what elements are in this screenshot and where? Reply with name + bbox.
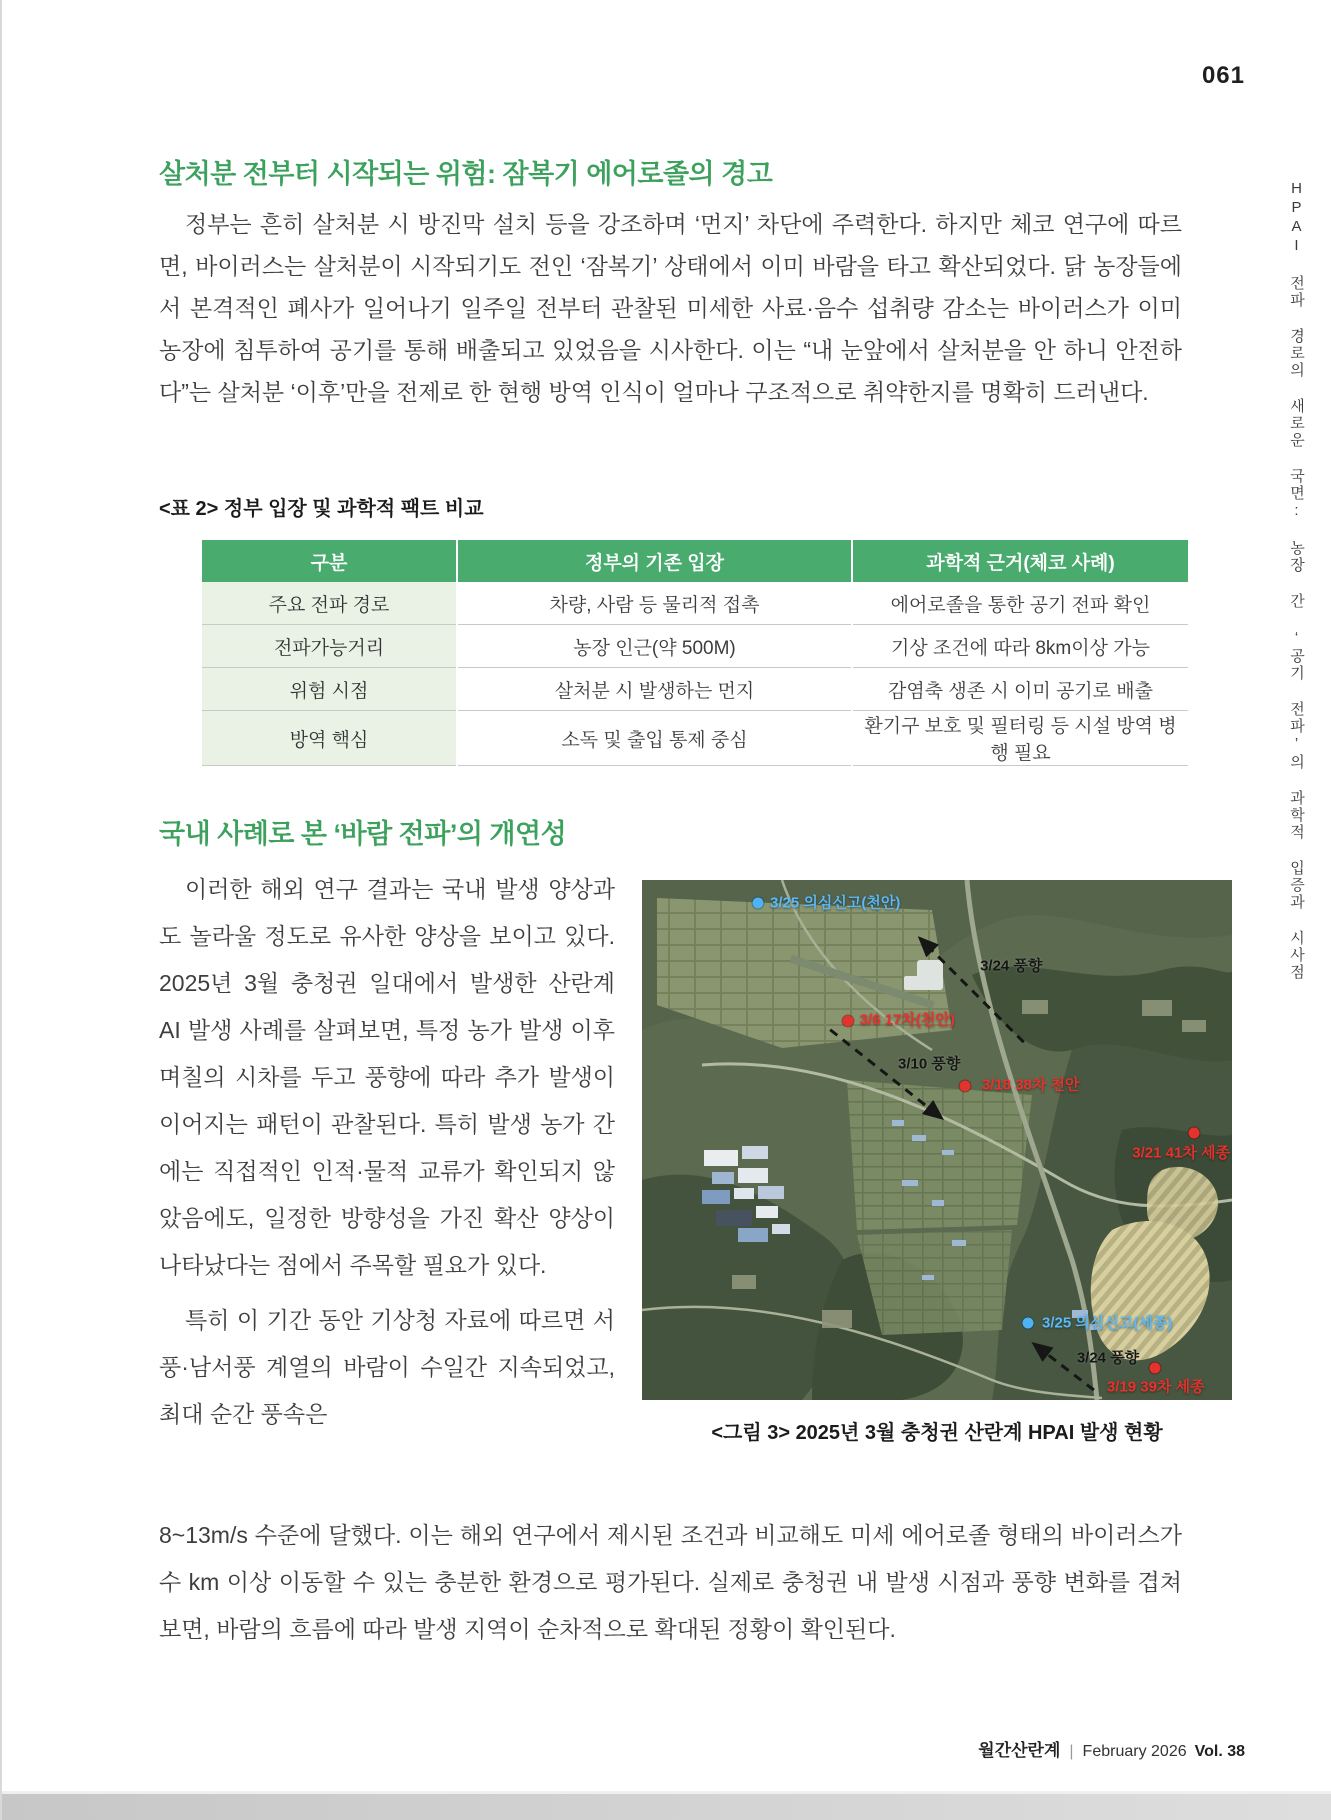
map-annotation-label: 3/21 41차 세종 bbox=[1132, 1144, 1230, 1162]
figure-caption: <그림 3> 2025년 3월 충청권 산란계 HPAI 발생 현황 bbox=[711, 1422, 1163, 1444]
table-cell: 위험 시점 bbox=[202, 668, 456, 711]
table-caption: <표 2> 정부 입장 및 과학적 팩트 비교 bbox=[159, 498, 484, 520]
section1-paragraph: 정부는 흔히 살처분 시 방진막 설치 등을 강조하며 ‘먼지’ 차단에 주력한다. 하지만 체코 연구에 따르면, 바이러스는 살처분이 시작되기도 전인 ‘잠복기’ 상태에서 이미 바람을 타고 확산되었다. 닭 농장들에서 본격적인 폐사가 일어나기 일주일 전부터 관찰된 미세한 사료·음수 섭취량 감소는 바이러스가 이미 농장에 침투하여 공기를 통해 배출되고 있었음을 시사한다. 이는 “내 눈앞에서 살처분을 안 하니 안전하다”는 살처분 ‘이후’만을 전제로 한 현행 방역 인식이 얼마나 구조적으로 취약한지를 명확히 드러낸다. bbox=[159, 211, 1182, 405]
page-footer bbox=[978, 1736, 1245, 1761]
comparison-table bbox=[200, 540, 1190, 766]
table-row bbox=[202, 625, 1188, 668]
table-cell: 차량, 사람 등 물리적 접촉 bbox=[458, 582, 851, 625]
table-cell: 소독 및 출입 통제 중심 bbox=[458, 711, 851, 766]
section2-heading: 국내 사례로 본 ‘바람 전파’의 개연성 bbox=[159, 819, 567, 849]
section2-paragraph1: 이러한 해외 연구 결과는 국내 발생 양상과도 놀라울 정도로 유사한 양상을 보이고 있다. 2025년 3월 충청권 일대에서 발생한 산란계 AI 발생 사례를 살펴보면, 특정 농가 발생 이후 며칠의 시차를 두고 풍향에 따라 추가 발생이 이어지는 패턴이 관찰된다. 특히 발생 농가 간에는 직접적인 인적·물적 교류가 확인되지 않았음에도, 일정한 방향성을 가진 확산 양상이 나타났다는 점에서 주목할 필요가 있다. bbox=[159, 876, 615, 1278]
left-text-column bbox=[159, 866, 615, 1438]
table-header-cell: 구분 bbox=[202, 540, 456, 582]
map-annotation-label: 3/6 17차(천안) bbox=[859, 1011, 955, 1029]
page-number: 061 bbox=[1201, 62, 1245, 89]
wind-direction-label: 3/10 풍향 bbox=[898, 1055, 961, 1073]
table-row bbox=[202, 668, 1188, 711]
table-cell: 살처분 시 발생하는 먼지 bbox=[458, 668, 851, 711]
outbreak-marker bbox=[1189, 1128, 1200, 1139]
table-row bbox=[202, 711, 1188, 766]
table-header-row bbox=[202, 540, 1188, 582]
suspected-report-marker bbox=[1022, 1318, 1033, 1329]
section2-paragraph2: 특히 이 기간 동안 기상청 자료에 따르면 서풍·남서풍 계열의 바람이 수일간 지속되었고, 최대 순간 풍속은 bbox=[159, 1307, 615, 1427]
table-header-cell: 정부의 기존 입장 bbox=[458, 540, 851, 582]
hpai-outbreak-map bbox=[642, 880, 1232, 1400]
table-header-cell: 과학적 근거(체코 사례) bbox=[853, 540, 1188, 582]
outbreak-marker bbox=[1149, 1362, 1160, 1373]
suspected-report-marker bbox=[753, 897, 764, 908]
table-cell: 환기구 보호 및 필터링 등 시설 방역 병행 필요 bbox=[853, 711, 1188, 766]
table-cell: 방역 핵심 bbox=[202, 711, 456, 766]
footer-issue: February 2026 bbox=[1082, 1743, 1187, 1760]
sidebar-vertical-title: HPAI 전파 경로의 새로운 국면: 농장 간 ‘공기 전파’의 과학적 입증과 시사점 bbox=[1288, 180, 1305, 981]
section1-heading: 살처분 전부터 시작되는 위험: 잠복기 에어로졸의 경고 bbox=[159, 159, 773, 189]
footer-volume: Vol. 38 bbox=[1194, 1743, 1245, 1760]
page-bottom-edge bbox=[2, 1794, 1331, 1820]
wind-direction-arrow bbox=[830, 1030, 942, 1118]
outbreak-marker bbox=[959, 1080, 970, 1091]
table-cell: 주요 전파 경로 bbox=[202, 582, 456, 625]
table-cell: 농장 인근(약 500M) bbox=[458, 625, 851, 668]
wind-direction-label: 3/24 풍향 bbox=[1076, 1349, 1140, 1367]
table-cell: 기상 조건에 따라 8km이상 가능 bbox=[853, 625, 1188, 668]
table-row bbox=[202, 582, 1188, 625]
outbreak-marker bbox=[842, 1015, 853, 1026]
wind-direction-label: 3/24 풍향 bbox=[980, 957, 1043, 975]
map-annotation-label: 3/25 의심신고(천안) bbox=[770, 894, 901, 912]
footer-separator: | bbox=[1069, 1743, 1074, 1760]
map-annotation-label: 3/19 39차 세종 bbox=[1106, 1378, 1205, 1396]
table-cell: 감염축 생존 시 이미 공기로 배출 bbox=[853, 668, 1188, 711]
map-annotation-label: 3/18 38차 천안 bbox=[981, 1076, 1080, 1094]
table-cell: 에어로졸을 통한 공기 전파 확인 bbox=[853, 582, 1188, 625]
table-cell: 전파가능거리 bbox=[202, 625, 456, 668]
section2-paragraph3: 8~13m/s 수준에 달했다. 이는 해외 연구에서 제시된 조건과 비교해도 미세 에어로졸 형태의 바이러스가 수 km 이상 이동할 수 있는 충분한 환경으로 평가된다. 실제로 충청권 내 발생 시점과 풍향 변화를 겹쳐보면, 바람의 흐름에 따라 발생 지역이 순차적으로 확대된 정황이 확인된다. bbox=[159, 1522, 1182, 1642]
footer-magazine-name: 월간산란계 bbox=[978, 1741, 1061, 1760]
map-annotation-label: 3/25 의심신고(세종) bbox=[1042, 1314, 1173, 1332]
